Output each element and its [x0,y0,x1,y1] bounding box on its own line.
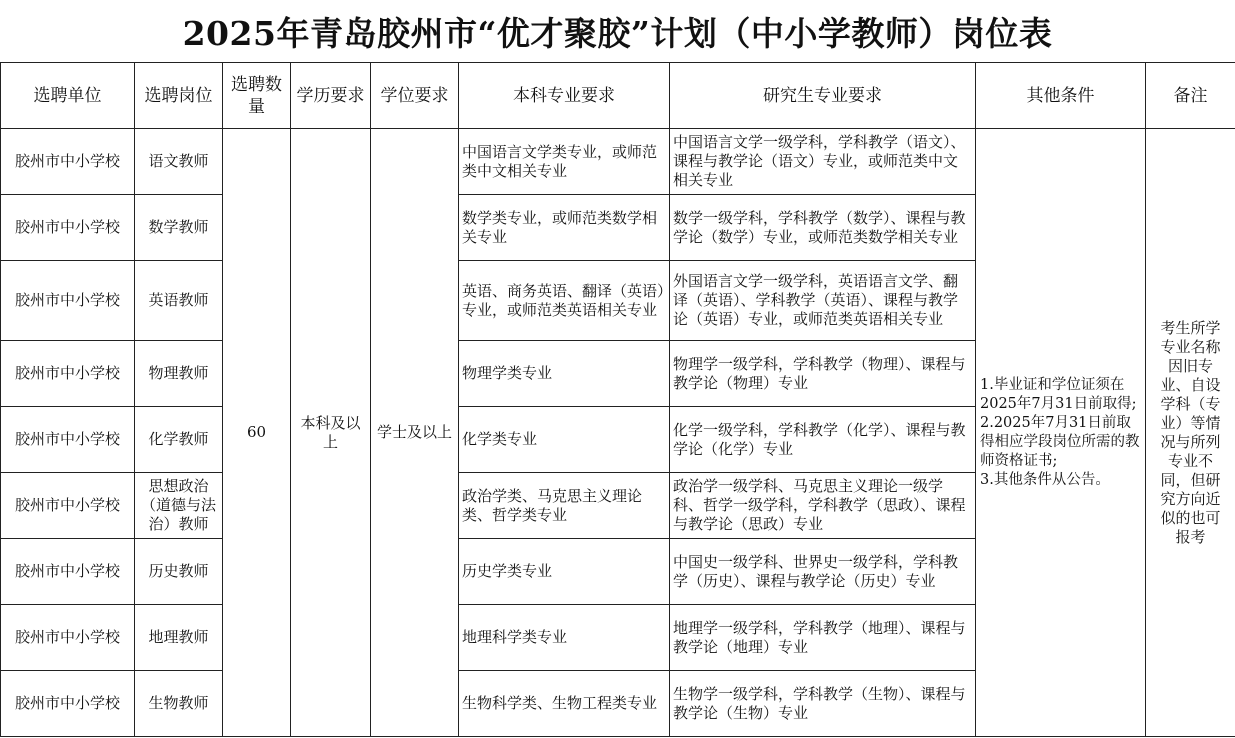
position-cell: 生物教师 [135,671,223,737]
unit-cell: 胶州市中小学校 [1,539,135,605]
other-conditions-cell [976,129,1146,737]
position-cell: 英语教师 [135,261,223,341]
undergrad-cell: 物理学类专业 [459,341,670,407]
header-remark: 备注 [1146,63,1235,129]
undergrad-cell: 数学类专业，或师范类数学相关专业 [459,195,670,261]
undergrad-cell: 政治学类、马克思主义理论类、哲学类专业 [459,473,670,539]
undergrad-cell: 历史学类专业 [459,539,670,605]
undergrad-cell: 英语、商务英语、翻译（英语）专业，或师范类英语相关专业 [459,261,670,341]
grad-cell: 中国史一级学科、世界史一级学科，学科教学（历史）、课程与教学论（历史）专业 [670,539,976,605]
undergrad-cell: 化学类专业 [459,407,670,473]
grad-cell: 地理学一级学科，学科教学（地理）、课程与教学论（地理）专业 [670,605,976,671]
unit-cell: 胶州市中小学校 [1,195,135,261]
unit-cell: 胶州市中小学校 [1,473,135,539]
unit-cell: 胶州市中小学校 [1,129,135,195]
position-cell: 语文教师 [135,129,223,195]
grad-cell: 物理学一级学科，学科教学（物理）、课程与教学论（物理）专业 [670,341,976,407]
undergrad-cell: 中国语言文学类专业，或师范类中文相关专业 [459,129,670,195]
header-grad-major: 研究生专业要求 [670,63,976,129]
position-cell [135,473,223,539]
grad-cell: 化学一级学科，学科教学（化学）、课程与教学论（化学）专业 [670,407,976,473]
grad-cell: 中国语言文学一级学科，学科教学（语文）、课程与教学论（语文）专业，或师范类中文相关专业 [670,129,976,195]
undergrad-cell: 生物科学类、生物工程类专业 [459,671,670,737]
unit-cell: 胶州市中小学校 [1,407,135,473]
grad-cell: 数学一级学科，学科教学（数学）、课程与教学论（数学）专业，或师范类数学相关专业 [670,195,976,261]
position-cell: 数学教师 [135,195,223,261]
position-cell: 地理教师 [135,605,223,671]
undergrad-cell: 地理科学类专业 [459,605,670,671]
position-cell: 化学教师 [135,407,223,473]
header-unit: 选聘单位 [1,63,135,129]
table-row [1,129,1235,195]
other-condition-line: 2.2025年7月31日前取得相应学段岗位所需的教师资格证书; [980,414,1140,469]
degree-cell: 学士及以上 [371,129,459,737]
header-undergrad-major: 本科专业要求 [459,63,670,129]
education-cell: 本科及以上 [291,129,371,737]
position-cell: 历史教师 [135,539,223,605]
unit-cell: 胶州市中小学校 [1,341,135,407]
positions-table [0,62,1235,737]
other-condition-line: 1.毕业证和学位证须在2025年7月31日前取得; [980,376,1137,412]
grad-cell: 生物学一级学科，学科教学（生物）、课程与教学论（生物）专业 [670,671,976,737]
remark-cell: 考生所学专业名称因旧专业、自设学科（专业）等情况与所列专业不同，但研究方向近似的也可报考 [1146,129,1235,737]
position-text: 思想政治（道德与法治）教师 [140,477,216,533]
unit-cell: 胶州市中小学校 [1,671,135,737]
page-title: 2025年青岛胶州市“优才聚胶”计划（中小学教师）岗位表 [182,13,1053,53]
grad-cell: 政治学一级学科、马克思主义理论一级学科、哲学一级学科，学科教学（思政）、课程与教学论（思政）专业 [670,473,976,539]
header-position: 选聘岗位 [135,63,223,129]
position-cell: 物理教师 [135,341,223,407]
unit-cell: 胶州市中小学校 [1,605,135,671]
header-education: 学历要求 [291,63,371,129]
grad-cell: 外国语言文学一级学科，英语语言文学、翻译（英语）、学科教学（英语）、课程与教学论（英语）专业，或师范类英语相关专业 [670,261,976,341]
header-degree: 学位要求 [371,63,459,129]
other-conditions-text [980,376,1141,490]
count-cell: 60 [223,129,291,737]
header-other: 其他条件 [976,63,1146,129]
unit-cell: 胶州市中小学校 [1,261,135,341]
other-condition-line: 3.其他条件从公告。 [980,471,1110,488]
header-count: 选聘数量 [223,63,291,129]
